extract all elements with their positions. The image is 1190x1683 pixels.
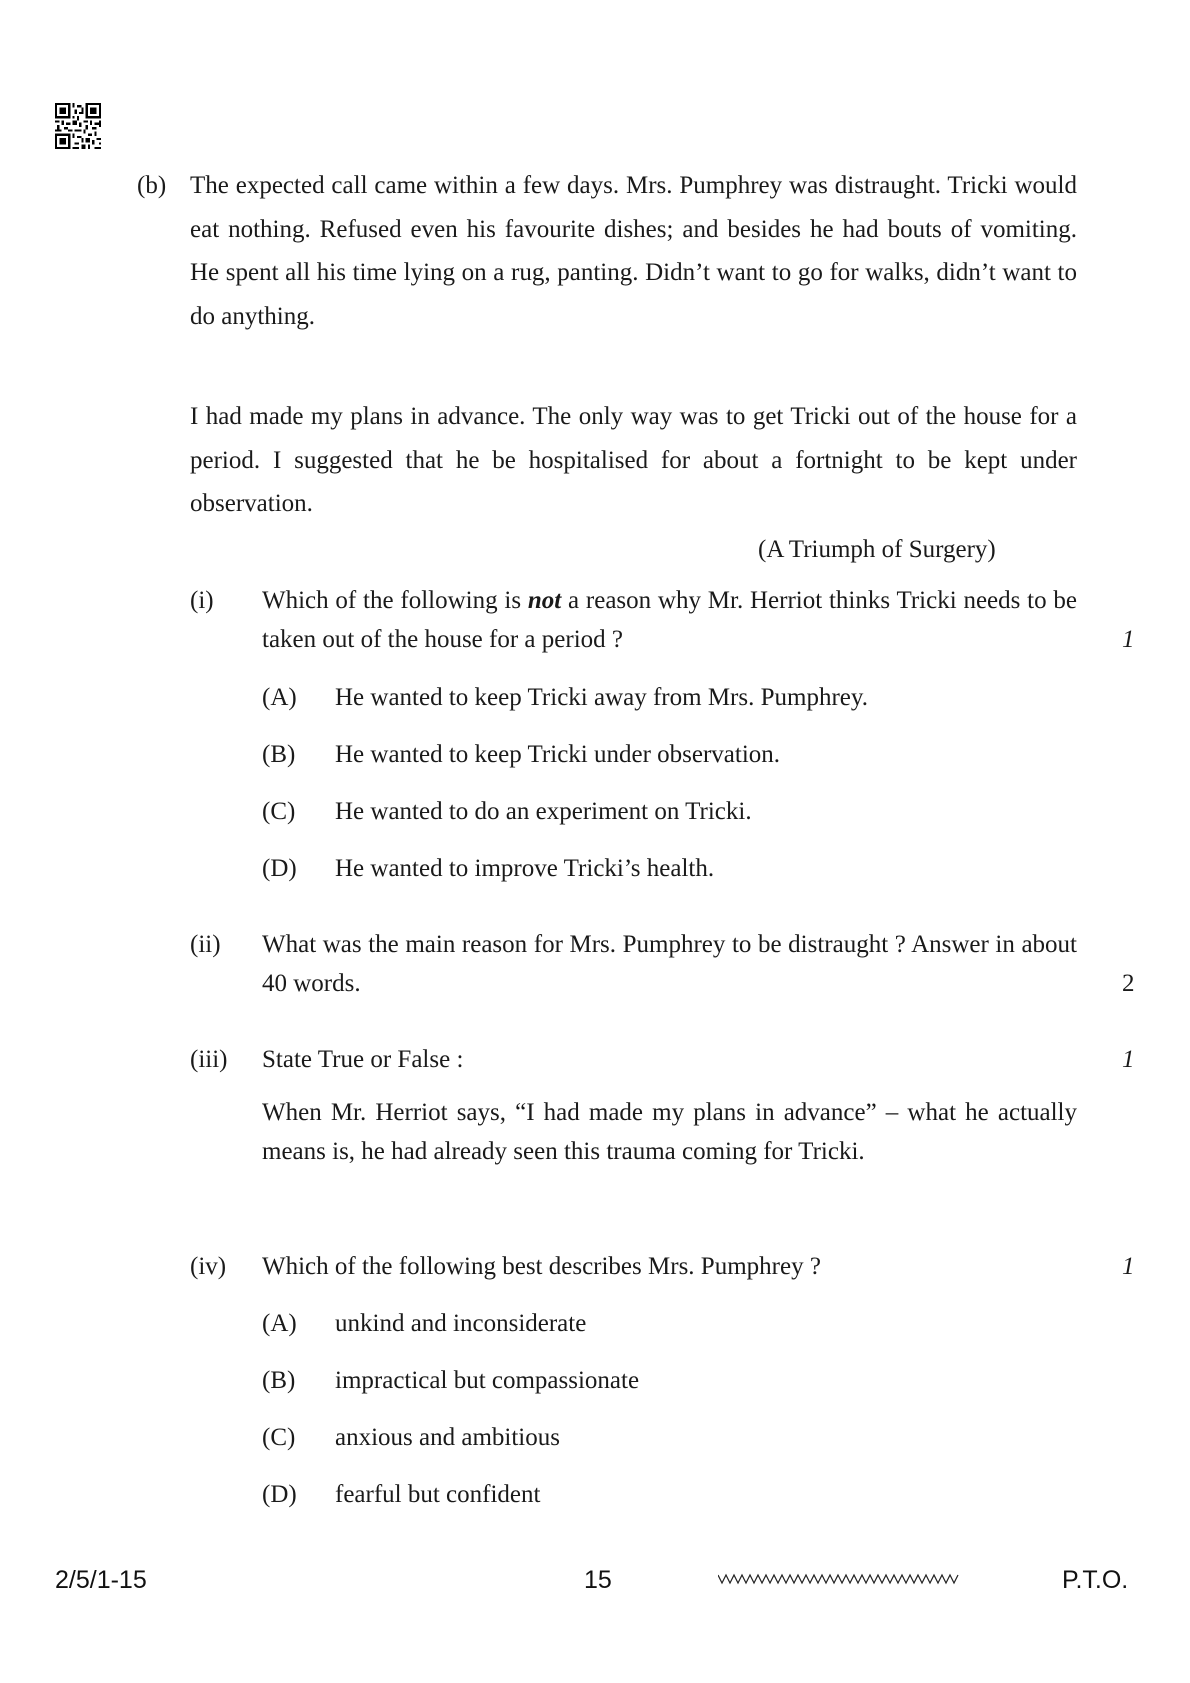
- question-text: State True or False :: [262, 1046, 464, 1073]
- option-letter: (D): [262, 855, 297, 882]
- option-letter: (C): [262, 798, 296, 825]
- passage-paragraph-1: The expected call came within a few days. Mrs. Pumphrey was distraught. Tricki would eat nothing. Refused even his favourite dishes; and besides he had bouts of vomiting. He spent all his time lying on a rug, panting. Didn’t want to go for walks, didn’t want to do anything.: [190, 172, 1077, 330]
- question-text: [262, 582, 1077, 659]
- question-label: (iv): [190, 1253, 227, 1280]
- option-text: anxious and ambitious: [335, 1424, 560, 1451]
- option-text: unkind and inconsiderate: [335, 1310, 587, 1337]
- question-text-part: Which of the following is: [262, 587, 528, 614]
- option-letter: (B): [262, 1367, 296, 1394]
- pto-label: P.T.O.: [1062, 1566, 1129, 1594]
- option-text: He wanted to improve Tricki’s health.: [335, 855, 715, 882]
- page-number: 15: [584, 1566, 612, 1594]
- marks-value: 2: [1122, 970, 1135, 997]
- paper-code: 2/5/1-15: [55, 1566, 147, 1594]
- option-text: He wanted to keep Tricki under observation.: [335, 741, 781, 768]
- option-letter: (A): [262, 1310, 297, 1337]
- question-text: Which of the following best describes Mrs. Pumphrey ?: [262, 1253, 821, 1280]
- question-label: (i): [190, 587, 214, 614]
- question-emphasis: not: [527, 587, 562, 614]
- question-label: (iii): [190, 1046, 228, 1073]
- option-text: fearful but confident: [335, 1481, 541, 1508]
- question-text: What was the main reason for Mrs. Pumphrey to be distraught ? Answer in about 40 words.: [262, 931, 1077, 997]
- question-label: (ii): [190, 931, 221, 958]
- marks-value: 1: [1122, 1046, 1135, 1073]
- option-letter: (D): [262, 1481, 297, 1508]
- option-letter: (B): [262, 741, 296, 768]
- option-letter: (A): [262, 684, 297, 711]
- marks-value: 1: [1122, 626, 1135, 653]
- option-text: impractical but compassionate: [335, 1367, 640, 1394]
- passage-paragraph-2: I had made my plans in advance. The only way was to get Tricki out of the house for a period. I suggested that he be hospitalised for about a fortnight to be kept under observation.: [190, 403, 1077, 517]
- question-text-part: a reason why Mr. Herriot thinks Tricki needs to be taken out of the house for a period ?: [262, 587, 1077, 653]
- option-letter: (C): [262, 1424, 296, 1451]
- option-text: He wanted to do an experiment on Tricki.: [335, 798, 752, 825]
- part-label: (b): [137, 172, 167, 199]
- passage-source: (A Triumph of Surgery): [758, 536, 996, 563]
- wavy-line-icon: [718, 1572, 960, 1586]
- marks-value: 1: [1122, 1253, 1135, 1280]
- option-text: He wanted to keep Tricki away from Mrs. Pumphrey.: [335, 684, 869, 711]
- question-statement: When Mr. Herriot says, “I had made my plans in advance” – what he actually means is, he had already seen this trauma coming for Tricki.: [262, 1099, 1077, 1165]
- qr-code-icon: [55, 103, 101, 149]
